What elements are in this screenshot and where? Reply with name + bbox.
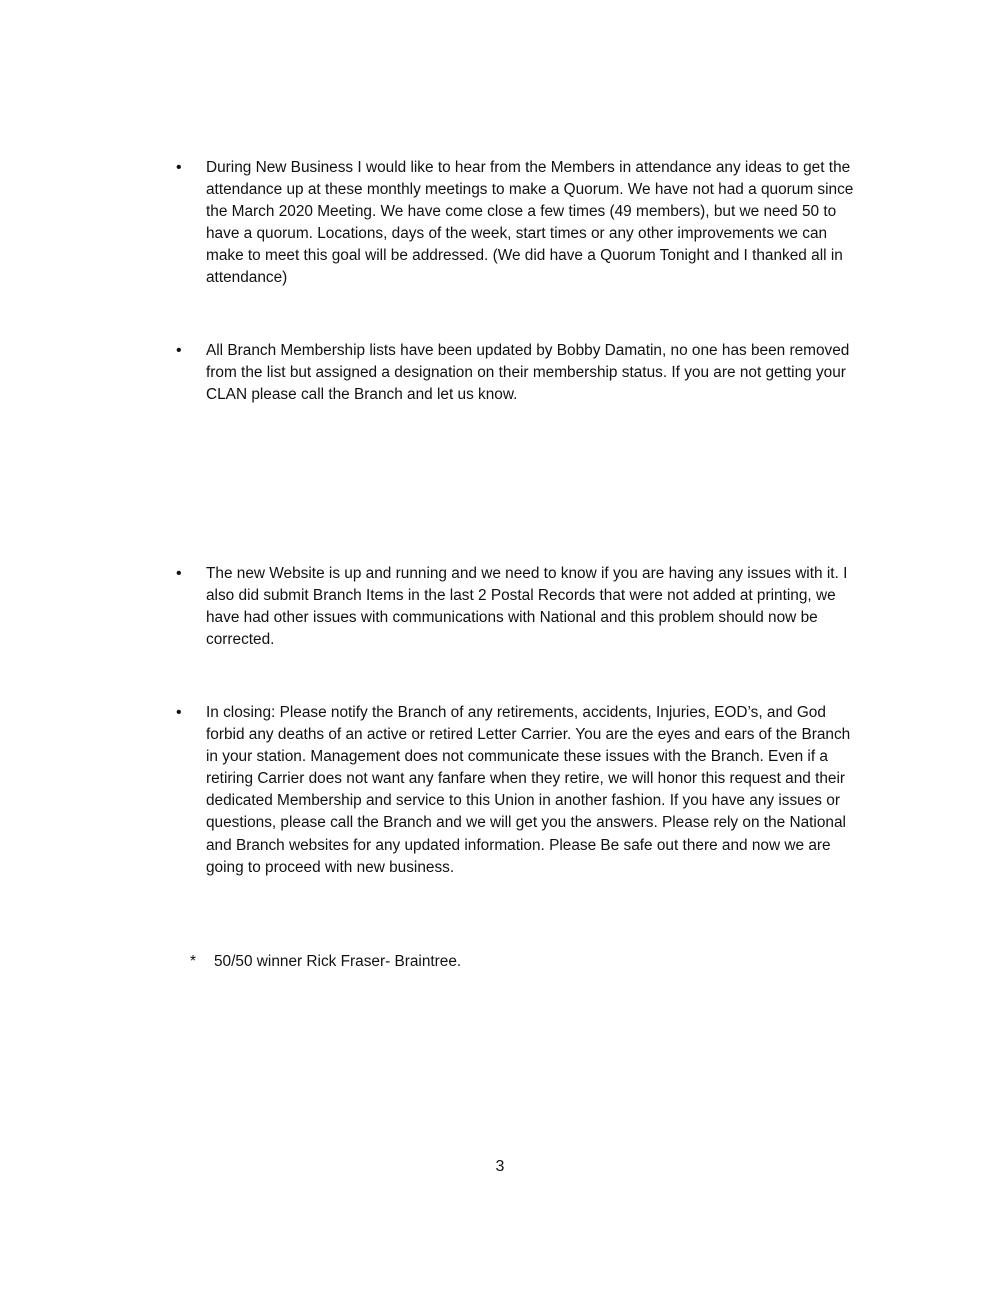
- winner-note-text: 50/50 winner Rick Fraser- Braintree.: [214, 953, 462, 970]
- bullet-text: During New Business I would like to hear from the Members in attendance any ideas to get the attendance up at these monthly meetings to make a Quorum. We have not had a quorum since the March 2020 Meeting. We have come close a few times (49 members), but we need 50 to have a quorum. Locations, days of the week, start times or any other improvements we can make to meet this goal will be addressed. (We did have a Quorum Tonight and I thanked all in attendance): [206, 159, 854, 287]
- bullet-text: All Branch Membership lists have been updated by Bobby Damatin, no one has been removed from the list but assigned a designation on their membership status. If you are not getting your CLAN please call the Branch and let us know.: [206, 342, 850, 404]
- bullet-text: The new Website is up and running and we need to know if you are having any issues with it. I also did submit Branch Items in the last 2 Postal Records that were not added at printing, we have had other issues with communications with National and this problem should now be corrected.: [206, 565, 848, 649]
- bullet-text: In closing: Please notify the Branch of any retirements, accidents, Injuries, EOD’s, and God forbid any deaths of an active or retired Letter Carrier. You are the eyes and ears of the Branch in your station. Management does not communicate these issues with the Branch. Even if a retiring Carrier does not want any fanfare when they retire, we will honor this request and their dedicated Membership and service to this Union in another fashion. If you have any issues or questions, please call the Branch and we will get you the answers. Please rely on the National and Branch websites for any updated information. Please Be safe out there and now we are going to proceed with new business.: [206, 704, 851, 876]
- asterisk-marker: *: [190, 953, 196, 970]
- winner-note: [190, 951, 461, 973]
- page-number: 3: [495, 1158, 505, 1175]
- bullet-marker: •: [176, 704, 182, 721]
- bullet-marker: •: [176, 342, 182, 359]
- bullet-marker: •: [176, 565, 182, 582]
- bullet-marker: •: [176, 159, 182, 176]
